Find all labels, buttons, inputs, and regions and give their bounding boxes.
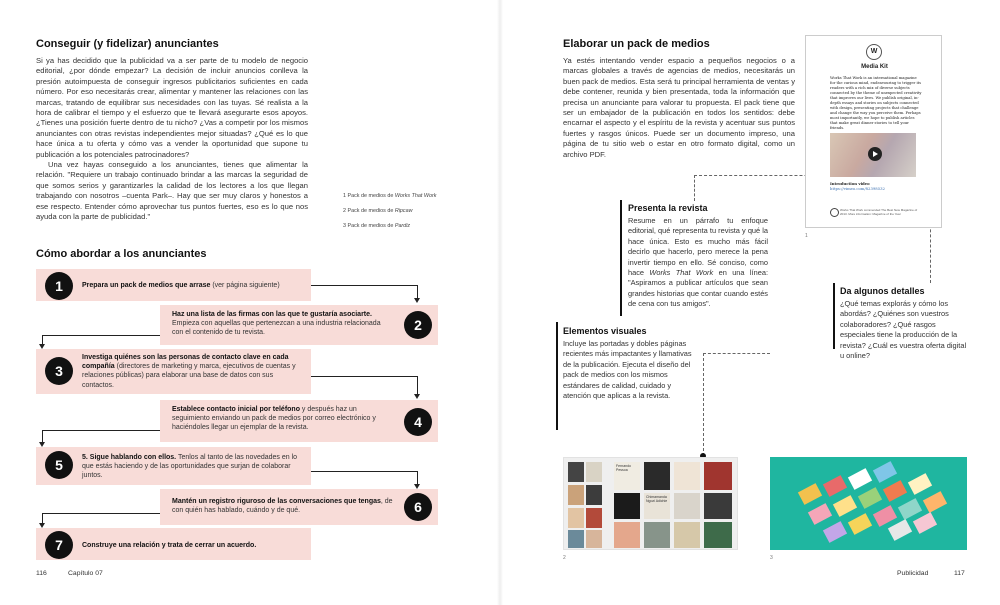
cover-pessoa: Fernando Pessoa bbox=[614, 462, 640, 490]
caption-2: 2 Pack de medios de Ripcaw bbox=[343, 208, 413, 214]
play-icon bbox=[868, 147, 882, 161]
intro-video-link: https://vimeo.com/82398532 bbox=[830, 186, 885, 191]
cover-adichie: Chimamanda Ngozi Adichie bbox=[644, 493, 670, 519]
figure-number-1: 1 bbox=[805, 233, 808, 239]
step-4-number: 4 bbox=[404, 408, 432, 436]
connector-2-h bbox=[42, 335, 160, 336]
presenta-text: Resume en un párrafo tu enfoque editorial, qué representa tu revista y qué la hace única. Esto es mucho más fácil decirlo que hacerlo, pero merece la pena invertir tiempo en ello. Sé conciso, como hace Works That Work en una línea: "Aspiramos a publicar artículos que sean grandes historias que contar cuando estés de cena con tus amigos". bbox=[628, 216, 768, 309]
visuales-text: Incluye las portadas y dobles páginas recientes más impactantes y llamativas de la publicación. Ejecuta el diseño del pack de medios con los mismos estándares de calidad, cuidado y atención que aplicas a la revista. bbox=[563, 339, 692, 401]
connector-3-h bbox=[311, 376, 417, 377]
connector-6-h bbox=[42, 513, 160, 514]
step-3-text: Investiga quiénes son las personas de contacto clave en cada compañía (directores de marketing y marca, ejecutivos de cuentas y relaciones públicas) para elaborar una base de datos con sus contactos. bbox=[82, 354, 296, 389]
heading-como-abordar: Cómo abordar a los anunciantes bbox=[36, 248, 207, 260]
caption-1: 1 Pack de medios de Works That Work bbox=[343, 193, 437, 199]
step-3-number: 3 bbox=[45, 357, 73, 385]
step-5-text: 5. Sigue hablando con ellos. Tenlos al tanto de las novedades en lo que estás haciendo y de las oportunidades que surjan de colaborar juntos. bbox=[82, 454, 298, 480]
media-kit-body: Works That Work is an international magazine for the curious mind, endeavouring to trigger its readers with a rich mix of diverse subjects connected by the theme of unexpected creativity that improves our lives. We publish original, in-depth essays and stories on subjects connected with design, presenting projects that challenge and change the way you perceive them. Perhaps most importantly, we hope to publish articles that make great dinner stories to tell your friends. bbox=[830, 76, 922, 130]
intro-text bbox=[36, 56, 308, 223]
leader-line-visuales-h bbox=[703, 353, 770, 354]
figure-captions bbox=[343, 193, 483, 238]
step-2-number: 2 bbox=[404, 311, 432, 339]
connector-3-v bbox=[417, 376, 418, 395]
heading-conseguir: Conseguir (y fidelizar) anunciantes bbox=[36, 38, 219, 50]
presenta-bar bbox=[620, 200, 622, 316]
step-1-text: Prepara un pack de medios que arrase (ver página siguiente) bbox=[82, 282, 280, 289]
detalles-text: ¿Qué temas explorás y cómo los abordás? ¿Quiénes son vuestros colaboradores? ¿Qué rasgos especiales tiene la producción de la revista? ¿Cuál es vuestra oferta digital u online? bbox=[840, 299, 967, 361]
intro-paragraph-1: Si ya has decidido que la publicidad va a ser parte de tu modelo de negocio editorial, ¿por dónde empezar? La decisión de incluir anuncios conlleva la presión autoimpuesta de conseguir ingresos publicitarios suficientes en cada número. Por eso necesitarás crear, alimentar y mantener las relaciones con las marcas, tratando de equilibrar sus necesidades con las tuyas. Sé realista a la hora de calibrar el tiempo y el esfuerzo que te llevará asegurarte esos apoyos. ¿Tienes una posición fuerte dentro de tu nicho? ¿Vas a competir por los mismos anunciantes con otras revistas independientes mejor situadas? ¿Qué es lo que hace única a tu oferta y cómo vas a vender la oportunidad que supone tu publicación a los potenciales patrocinadores? bbox=[36, 56, 308, 159]
figure-number-3: 3 bbox=[770, 555, 773, 561]
caption-3: 3 Pack de medios de Pardiz bbox=[343, 223, 411, 229]
connector-5-h bbox=[311, 471, 417, 472]
video-thumbnail bbox=[830, 133, 916, 177]
figure-number-2: 2 bbox=[563, 555, 566, 561]
media-kit-title: Media Kit bbox=[861, 64, 888, 70]
media-kit-thumbnail bbox=[805, 35, 942, 228]
page-number-right: 117 bbox=[954, 570, 965, 577]
detalles-title: Da algunos detalles bbox=[840, 286, 925, 296]
ripcaw-media-kit-image bbox=[563, 457, 738, 550]
connector-4-h bbox=[42, 430, 160, 431]
connector-1-h bbox=[311, 285, 417, 286]
right-page bbox=[500, 0, 1000, 605]
chapter-label: Capítulo 07 bbox=[68, 570, 103, 577]
leader-line-presenta-v bbox=[694, 175, 695, 201]
arrow-down-icon bbox=[414, 298, 420, 303]
intro-paragraph-2: Una vez hayas conseguido a los anunciantes, tienes que alimentar la relación. "Requiere un trabajo continuado brindar a las marcas la seguridad de que somos serios y garantizarles la calidad de los lectores a los que llegan trabajando con nosotros –cuenta Park–. Hay que ser muy claros y honestos a ese respecto. Entender cómo aprovechar tus puntos fuertes, eso es lo que nos ayuda con la parte de publicidad." bbox=[36, 160, 308, 222]
presenta-title: Presenta la revista bbox=[628, 203, 708, 213]
leader-line-visuales bbox=[703, 353, 704, 456]
step-4-text: Establece contacto inicial por teléfono y después haz un seguimiento enviando un pack de medios por correo electrónico y haciéndoles llegar un ejemplar de la revista. bbox=[172, 406, 376, 432]
connector-5-v bbox=[417, 471, 418, 485]
media-kit-footer: Works That Work commended The Best New Magazine of 2013. More information: Magazine of the Year bbox=[830, 208, 922, 216]
section-label: Publicidad bbox=[897, 570, 929, 577]
step-7-text: Construye una relación y trata de cerrar un acuerdo. bbox=[82, 542, 257, 549]
media-kit-paragraph: Ya estés intentando vender espacio a pequeños negocios o a marcas globales a través de agencias de medios, necesitarás un buen pack de medios. Esta será tu principal herramienta de ventas y debe contener, reunida y bien presentada, toda la información que precisa un anunciante para valorar tu propuesta. El pack tiene que ser un embajador de la publicación en todos los sentidos: debe encarnar el aspecto y el espíritu de la revista y acentuar sus puntos fuertes y rasgos únicos. Puede ser un documento impreso, una página de tu sitio web o estar en otro formato digital, como un archivo PDF. bbox=[563, 56, 795, 159]
arrow-down-icon bbox=[414, 394, 420, 399]
pardiz-media-kit-image bbox=[770, 457, 967, 550]
step-6-text: Mantén un registro riguroso de las conversaciones que tengas, de con quién has hablado, cuándo y de qué. bbox=[172, 498, 393, 515]
intro-video-label: Introduction video bbox=[830, 181, 870, 186]
visuales-bar bbox=[556, 322, 558, 430]
step-2-text: Haz una lista de las firmas con las que te gustaría asociarte. Empieza con aquellas que pertenezcan a una industria relacionada con el contenido de tu revista. bbox=[172, 311, 381, 337]
page-number-left: 116 bbox=[36, 570, 47, 577]
step-6-number: 6 bbox=[404, 493, 432, 521]
wtw-logo: W bbox=[866, 44, 882, 60]
step-7-number: 7 bbox=[45, 531, 73, 559]
connector-1-v bbox=[417, 285, 418, 299]
intro-video bbox=[830, 181, 920, 191]
heading-elaborar: Elaborar un pack de medios bbox=[563, 38, 710, 50]
step-5-number: 5 bbox=[45, 451, 73, 479]
step-1-number: 1 bbox=[45, 272, 73, 300]
detalles-bar bbox=[833, 283, 835, 349]
visuales-title: Elementos visuales bbox=[563, 326, 647, 336]
